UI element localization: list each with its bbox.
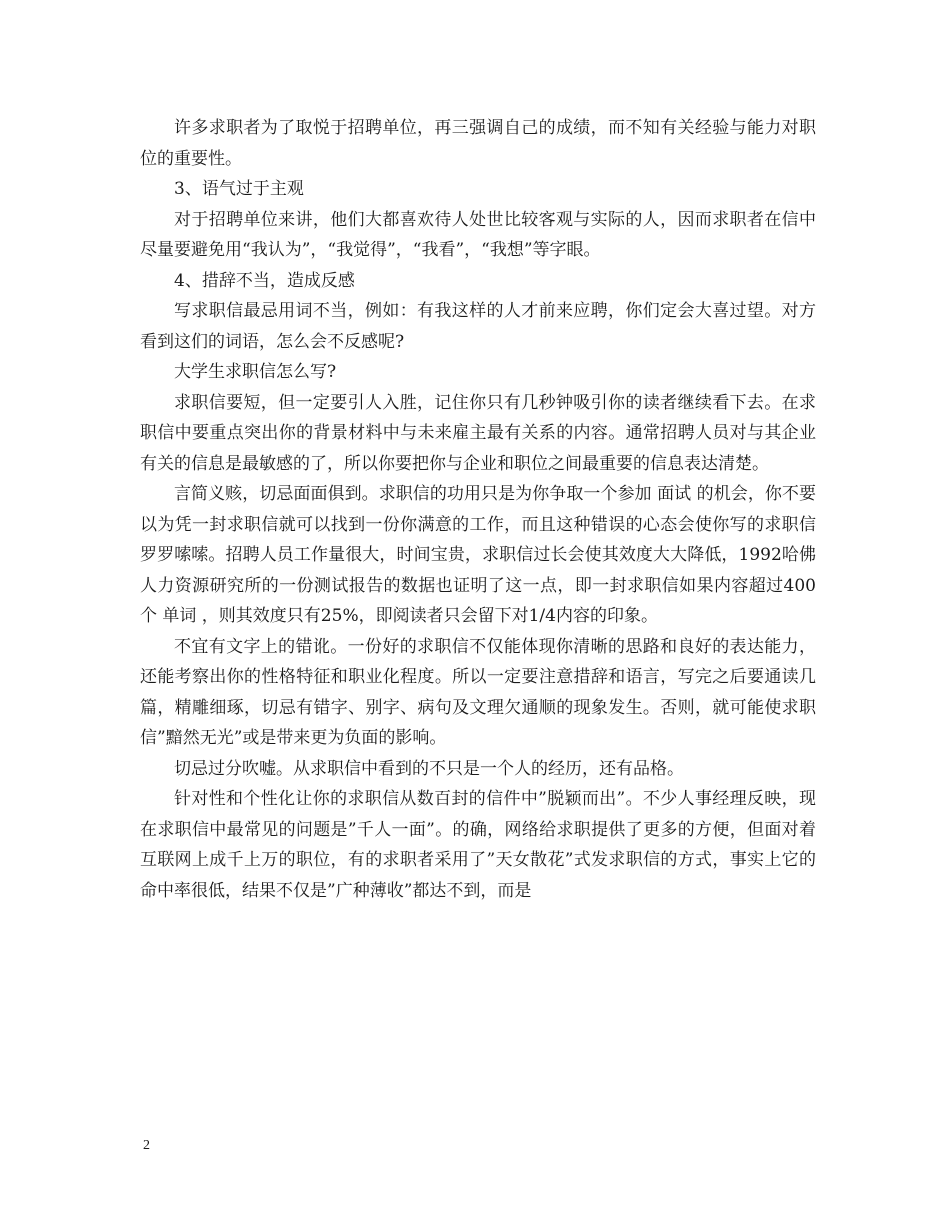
body-text	[140, 113, 816, 906]
paragraph: 针对性和个性化让你的求职信从数百封的信件中”脱颖而出”。不少人事经理反映，现在求职信中最常见的问题是”千人一面”。的确，网络给求职提供了更多的方便，但面对着互联网上成千上万的职位，有的求职者采用了”天女散花”式发求职信的方式，事实上它的命中率很低，结果不仅是”广种薄收”都达不到，而是	[140, 789, 816, 901]
paragraph: 对于招聘单位来讲，他们大都喜欢待人处世比较客观与实际的人，因而求职者在信中尽量要避免用“我认为”，“我觉得”，“我看”，“我想”等字眼。	[140, 209, 816, 260]
paragraph: 写求职信最忌用词不当，例如：有我这样的人才前来应聘，你们定会大喜过望。对方看到这们的词语，怎么会不反感呢?	[140, 301, 816, 352]
paragraph: 切忌过分吹嘘。从求职信中看到的不只是一个人的经历，还有品格。	[174, 758, 684, 779]
section-heading: 4、措辞不当，造成反感	[174, 270, 355, 291]
paragraph: 许多求职者为了取悦于招聘单位，再三强调自己的成绩，而不知有关经验与能力对职位的重要性。	[140, 118, 816, 169]
paragraph: 不宜有文字上的错讹。一份好的求职信不仅能体现你清晰的思路和良好的表达能力，还能考察出你的性格特征和职业化程度。所以一定要注意措辞和语言，写完之后要通读几篇，精雕细琢，切忌有错字、别字、病句及文理欠通顺的现象发生。否则，就可能使求职信”黯然无光”或是带来更为负面的影响。	[140, 636, 816, 748]
section-heading: 大学生求职信怎么写?	[174, 362, 337, 382]
paragraph: 言简义赅，切忌面面俱到。求职信的功用只是为你争取一个参加 面试 的机会，你不要以为凭一封求职信就可以找到一份你满意的工作，而且这种错误的心态会使你写的求职信罗罗嗦嗦。招聘人员工作量很大，时间宝贵，求职信过长会使其效度大大降低，1992哈佛人力资源研究所的一份测试报告的数据也证明了这一点，即一封求职信如果内容超过400个 单词 ，则其效度只有25%，即阅读者只会留下对1/4内容的印象。	[140, 484, 816, 626]
page-number: 2	[143, 1138, 150, 1153]
section-heading: 3、语气过于主观	[174, 179, 304, 199]
paragraph: 求职信要短，但一定要引人入胜，记住你只有几秒钟吸引你的读者继续看下去。在求职信中要重点突出你的背景材料中与未来雇主最有关系的内容。通常招聘人员对与其企业有关的信息是最敏感的了，所以你要把你与企业和职位之间最重要的信息表达清楚。	[140, 392, 816, 474]
